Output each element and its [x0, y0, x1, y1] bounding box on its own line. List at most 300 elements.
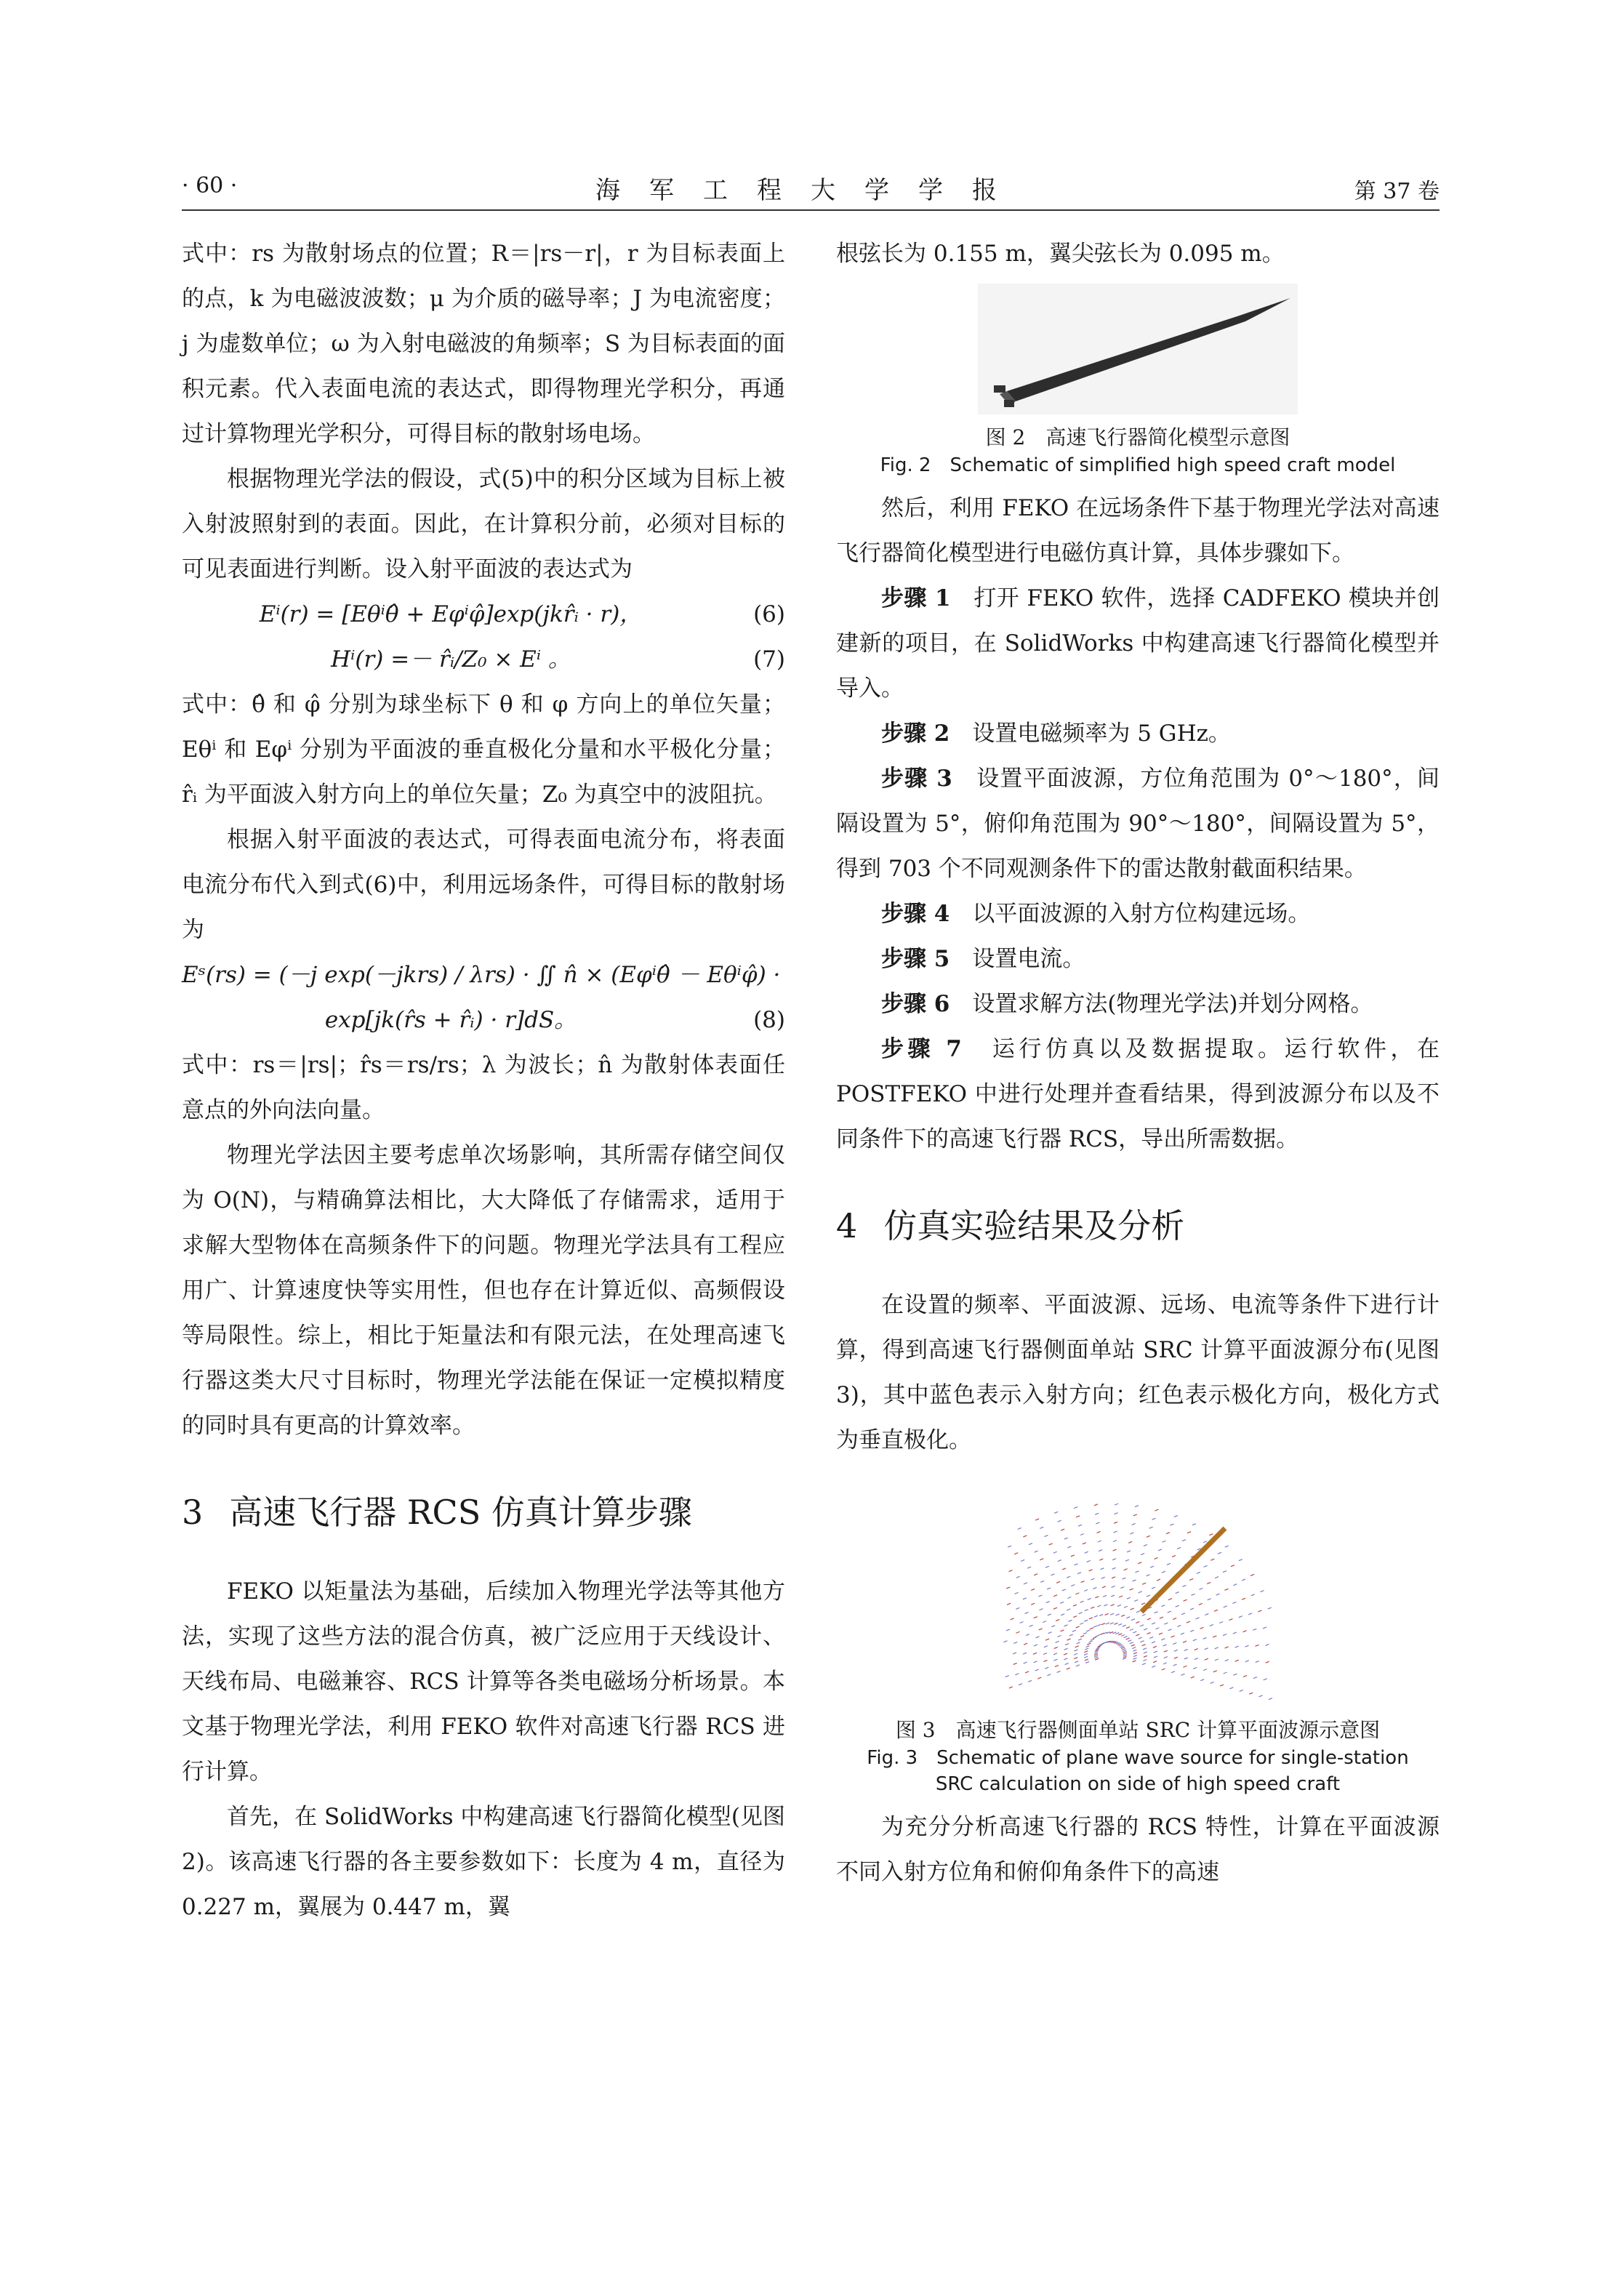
- wave-mark: [1018, 1528, 1021, 1529]
- equation-body: Eⁱ(r) = [Eθⁱθ̂ + Eφⁱφ̂]exp(jkr̂ᵢ · r)，: [259, 601, 643, 627]
- wave-mark: [1128, 1541, 1132, 1543]
- wave-mark: [1187, 1532, 1191, 1533]
- wave-mark: [1088, 1598, 1091, 1599]
- wave-mark: [1054, 1647, 1058, 1648]
- wave-mark: [1233, 1632, 1237, 1634]
- wave-mark: [1024, 1643, 1027, 1645]
- wave-mark: [1131, 1619, 1135, 1621]
- wave-mark: [1008, 1546, 1011, 1547]
- wave-mark: [1026, 1634, 1029, 1636]
- wave-mark: [1115, 1504, 1118, 1505]
- wave-mark: [1215, 1659, 1218, 1661]
- wave-mark: [1232, 1602, 1236, 1603]
- wave-mark: [1124, 1569, 1128, 1570]
- wave-mark: [1143, 1648, 1147, 1650]
- wave-mark: [1133, 1658, 1136, 1659]
- wave-mark: [1046, 1602, 1050, 1603]
- wave-mark: [1177, 1625, 1181, 1626]
- wave-mark: [1074, 1658, 1077, 1659]
- wave-mark: [1251, 1594, 1255, 1596]
- wave-mark: [1256, 1645, 1259, 1646]
- wave-mark: [1024, 1662, 1027, 1663]
- wave-mark: [1116, 1614, 1120, 1615]
- wave-mark: [1009, 1687, 1013, 1688]
- wave-mark: [1084, 1651, 1088, 1653]
- wave-mark: [1045, 1566, 1049, 1568]
- wave-mark: [1049, 1544, 1053, 1545]
- wave-mark: [1101, 1623, 1105, 1625]
- step-text: 设置电磁频率为 5 GHz。: [949, 720, 1231, 747]
- wave-mark: [1094, 1504, 1098, 1506]
- wave-mark: [1040, 1581, 1044, 1582]
- wave-mark: [1128, 1640, 1131, 1642]
- wave-mark: [1136, 1611, 1140, 1613]
- wave-mark: [1078, 1639, 1082, 1640]
- wave-mark: [1097, 1605, 1101, 1607]
- wave-mark: [1164, 1650, 1168, 1652]
- wave-mark: [1095, 1658, 1099, 1660]
- wave-mark: [1191, 1677, 1195, 1678]
- wave-mark: [1072, 1630, 1076, 1631]
- wave-mark: [1126, 1638, 1130, 1639]
- paragraph: FEKO 以矩量法为基础，后续加入物理光学法等其他方法，实现了这些方法的混合仿真，被广泛应用于天线设计、天线布局、电磁兼容、RCS 计算等各类电磁场分析场景。本文基于物理光学法，利用 FEKO 软件对高速飞行器 RCS 进行计算。: [182, 1578, 785, 1785]
- wave-mark: [1098, 1541, 1101, 1542]
- equation-number: (6): [753, 601, 785, 627]
- wave-mark: [1071, 1585, 1075, 1586]
- wave-mark: [1171, 1671, 1175, 1673]
- wave-mark: [1016, 1631, 1019, 1633]
- wave-mark: [1235, 1660, 1239, 1661]
- paragraph: 式中：θ̂ 和 φ̂ 分别为球坐标下 θ 和 φ 方向上的单位矢量；Eθⁱ 和 Eφⁱ 分别为平面波的垂直极化分量和水平极化分量；r̂ᵢ 为平面波入射方向上的单位矢量；Z₀ 为真空中的波阻抗。: [182, 691, 785, 808]
- paragraph: 式中：rs＝|rs|；r̂s＝rs/rs；λ 为波长；n̂ 为散射体表面任意点的外向法向量。: [182, 1052, 785, 1123]
- wave-mark: [1214, 1610, 1218, 1611]
- wave-mark: [1207, 1582, 1211, 1583]
- wave-mark: [1133, 1514, 1137, 1516]
- wave-mark: [1051, 1574, 1054, 1576]
- wave-mark: [1020, 1621, 1024, 1623]
- wave-mark: [1163, 1663, 1167, 1664]
- equation-6: [182, 592, 785, 637]
- wave-mark: [1173, 1618, 1176, 1619]
- wave-mark: [1135, 1571, 1139, 1573]
- wave-mark: [1259, 1695, 1263, 1697]
- wave-mark: [1121, 1615, 1125, 1616]
- wave-mark: [1191, 1594, 1195, 1595]
- wave-mark: [1019, 1684, 1022, 1685]
- step-item: [836, 891, 1440, 936]
- wave-mark: [1023, 1653, 1027, 1654]
- wave-mark: [1224, 1606, 1227, 1607]
- step-text: 设置求解方法(物理光学法)并划分网格。: [949, 991, 1373, 1017]
- wave-mark: [1133, 1580, 1136, 1581]
- wave-mark: [1096, 1522, 1099, 1524]
- equation-number: (7): [753, 646, 785, 673]
- wave-mark: [1245, 1645, 1249, 1647]
- wave-mark: [1141, 1641, 1144, 1642]
- wave-mark: [1208, 1599, 1211, 1600]
- wave-mark: [1256, 1661, 1259, 1663]
- wave-mark: [1031, 1589, 1035, 1590]
- wave-mark: [1144, 1544, 1147, 1546]
- wave-mark: [1084, 1589, 1088, 1591]
- wave-mark: [1225, 1647, 1229, 1648]
- equation-8: [182, 952, 785, 1043]
- wave-mark: [1089, 1570, 1093, 1571]
- wave-mark: [1091, 1607, 1094, 1608]
- wave-mark: [1174, 1657, 1178, 1658]
- wave-mark: [1147, 1595, 1150, 1597]
- journal-title: 海军工程大学学报: [595, 176, 1026, 205]
- wave-mark: [1075, 1646, 1079, 1647]
- wave-mark: [1083, 1543, 1086, 1544]
- wave-mark: [1112, 1577, 1115, 1578]
- wave-mark: [1265, 1644, 1269, 1645]
- step-label: 步骤 3: [881, 766, 952, 792]
- paragraph: 为充分分析高速飞行器的 RCS 特性，计算在平面波源不同入射方位角和俯仰角条件下的高速: [836, 1814, 1440, 1885]
- wave-mark: [1130, 1642, 1133, 1644]
- wave-mark: [1141, 1603, 1145, 1605]
- wave-mark: [1035, 1519, 1039, 1520]
- wave-mark: [1218, 1552, 1221, 1554]
- wave-mark: [1181, 1613, 1185, 1615]
- paragraph: 然后，利用 FEKO 在远场条件下基于物理光学法对高速飞行器简化模型进行电磁仿真计算，具体步骤如下。: [836, 495, 1440, 566]
- wave-mark: [1187, 1621, 1190, 1623]
- wave-mark: [1015, 1674, 1019, 1675]
- wave-mark: [1233, 1674, 1237, 1675]
- section-number: 3: [182, 1493, 204, 1532]
- wave-mark: [1223, 1571, 1226, 1573]
- wave-mark: [1114, 1531, 1117, 1533]
- wave-mark: [1110, 1613, 1114, 1615]
- wave-mark: [1053, 1595, 1057, 1597]
- wave-mark: [1248, 1613, 1252, 1615]
- wave-mark: [1069, 1634, 1073, 1636]
- left-column: [182, 231, 785, 1930]
- wave-mark: [1235, 1646, 1239, 1647]
- wave-mark: [1031, 1603, 1035, 1605]
- wave-mark: [1093, 1626, 1097, 1627]
- step-label: 步骤 5: [881, 946, 950, 972]
- equation-body: Eˢ(rs) = (－j exp(－jkrs) / λrs) · ∬ n̂ × (Eφⁱθ̂ － Eθⁱφ̂) ·: [182, 962, 781, 988]
- wave-mark: [1080, 1601, 1084, 1602]
- wave-mark: [1062, 1589, 1066, 1591]
- wave-mark: [1035, 1669, 1039, 1671]
- step-label: 步骤 7: [881, 1036, 962, 1062]
- wave-mark: [1123, 1650, 1126, 1651]
- wave-mark: [1167, 1563, 1171, 1565]
- wave-mark: [1130, 1589, 1133, 1590]
- wave-mark: [1124, 1606, 1128, 1607]
- wave-mark: [1171, 1636, 1175, 1637]
- equation-body: Hⁱ(r) =－ r̂ᵢ/Z₀ × Eⁱ 。: [331, 646, 571, 673]
- wave-mark: [1242, 1579, 1245, 1581]
- wave-mark: [1104, 1605, 1107, 1606]
- wave-mark: [1163, 1645, 1167, 1646]
- wave-mark: [1053, 1659, 1057, 1661]
- wave-mark: [1034, 1617, 1037, 1618]
- wave-mark: [1152, 1587, 1155, 1589]
- wave-mark: [1239, 1560, 1242, 1561]
- wave-mark: [1043, 1660, 1047, 1661]
- wave-mark: [1120, 1646, 1124, 1647]
- wave-mark: [1195, 1658, 1198, 1660]
- wave-mark: [1136, 1634, 1139, 1636]
- wave-mark: [1057, 1671, 1061, 1672]
- wave-mark: [1120, 1587, 1124, 1589]
- wave-mark: [1099, 1559, 1103, 1560]
- wave-mark: [1139, 1591, 1142, 1593]
- wave-mark: [1200, 1627, 1204, 1629]
- equation-7: [182, 637, 785, 682]
- wave-mark: [1121, 1634, 1125, 1636]
- wave-mark: [1240, 1690, 1243, 1691]
- wave-mark: [1045, 1667, 1048, 1669]
- wave-mark: [1215, 1647, 1218, 1649]
- wave-mark: [1123, 1653, 1127, 1655]
- wave-mark: [1266, 1661, 1269, 1663]
- wave-mark: [1047, 1674, 1051, 1676]
- wave-mark: [1058, 1635, 1061, 1637]
- wave-mark: [1211, 1559, 1214, 1560]
- wave-mark: [1164, 1657, 1168, 1658]
- wave-mark: [1103, 1595, 1107, 1597]
- section-title: 高速飞行器 RCS 仿真计算步骤: [229, 1493, 692, 1532]
- figure-3: [836, 1470, 1440, 1797]
- wave-mark: [1067, 1668, 1070, 1669]
- wave-mark: [1025, 1612, 1029, 1613]
- wave-mark: [1154, 1651, 1157, 1653]
- wave-mark: [1168, 1599, 1172, 1600]
- wave-mark: [1219, 1622, 1223, 1623]
- wave-mark: [1168, 1611, 1171, 1613]
- wave-mark: [1034, 1645, 1037, 1646]
- wave-mark: [1112, 1559, 1116, 1560]
- wave-mark: [1161, 1605, 1165, 1607]
- wave-mark: [1039, 1629, 1043, 1630]
- wave-mark: [1245, 1661, 1249, 1662]
- wave-mark: [1143, 1660, 1147, 1661]
- wave-mark: [1258, 1610, 1261, 1612]
- wave-mark: [1142, 1614, 1146, 1615]
- wave-mark: [1133, 1653, 1137, 1654]
- wave-mark: [1131, 1608, 1134, 1610]
- wave-mark: [1013, 1642, 1017, 1643]
- wave-mark: [1040, 1609, 1043, 1610]
- wave-mark: [1162, 1571, 1165, 1573]
- wave-mark: [1204, 1565, 1208, 1567]
- wave-mark: [1154, 1656, 1157, 1658]
- wave-mark: [1131, 1645, 1135, 1646]
- wave-mark: [1264, 1679, 1267, 1680]
- wave-mark: [1071, 1555, 1075, 1557]
- wave-mark: [1013, 1653, 1016, 1654]
- step-item: [836, 576, 1440, 711]
- paragraph: 在设置的频率、平面波源、远场、电流等条件下进行计算，得到高速飞行器侧面单站 SRC 计算平面波源分布(见图 3)，其中蓝色表示入射方向；红色表示极化方向，极化方式为垂直极化。: [836, 1292, 1440, 1453]
- wave-mark: [1040, 1527, 1043, 1528]
- wave-mark: [1056, 1581, 1060, 1583]
- wave-mark: [1033, 1653, 1037, 1654]
- wave-mark: [1155, 1612, 1158, 1613]
- step-label: 步骤 4: [881, 901, 950, 927]
- wave-mark: [1037, 1677, 1041, 1679]
- wave-mark: [1036, 1637, 1040, 1638]
- wave-mark: [1133, 1661, 1136, 1662]
- wave-mark: [1183, 1641, 1187, 1642]
- wave-mark: [1155, 1557, 1158, 1559]
- wave-mark: [1157, 1579, 1160, 1581]
- wave-mark: [1095, 1649, 1099, 1650]
- wave-mark: [1025, 1671, 1029, 1673]
- wave-mark: [1205, 1658, 1208, 1660]
- wave-mark: [1158, 1549, 1162, 1551]
- wave-mark: [1182, 1585, 1186, 1586]
- wave-mark: [1035, 1551, 1038, 1552]
- wave-mark: [1053, 1607, 1057, 1609]
- wave-mark: [1065, 1663, 1069, 1665]
- wave-mark: [1119, 1645, 1123, 1646]
- wave-mark: [1118, 1623, 1122, 1625]
- wave-mark: [1099, 1614, 1103, 1615]
- wave-mark: [1023, 1536, 1027, 1537]
- wave-mark: [1061, 1614, 1064, 1615]
- wave-mark: [1182, 1540, 1186, 1541]
- wave-mark: [1067, 1576, 1070, 1578]
- wave-mark: [1174, 1650, 1178, 1651]
- wave-mark: [1193, 1639, 1197, 1641]
- wave-mark: [1058, 1560, 1061, 1562]
- wave-mark: [1260, 1591, 1264, 1592]
- wave-mark: [1127, 1597, 1131, 1599]
- wave-mark: [1016, 1576, 1020, 1578]
- wave-mark: [1006, 1587, 1010, 1589]
- wave-mark: [1123, 1652, 1127, 1653]
- wave-mark: [1043, 1621, 1046, 1623]
- wave-mark: [1161, 1639, 1165, 1640]
- wave-mark: [1085, 1610, 1088, 1611]
- equation-body: exp[jk(r̂s + r̂ᵢ) · r]dS。: [324, 1007, 577, 1033]
- wave-mark: [1074, 1650, 1077, 1651]
- wave-mark: [1113, 1540, 1117, 1541]
- wave-mark: [1051, 1626, 1055, 1627]
- section-number: 4: [836, 1206, 858, 1245]
- wave-mark: [1122, 1578, 1125, 1579]
- paragraph: 根弦长为 0.155 m，翼尖弦长为 0.095 m。: [836, 241, 1285, 267]
- wave-mark: [1015, 1592, 1019, 1594]
- craft-model-image: [978, 284, 1298, 414]
- wave-mark: [1078, 1525, 1082, 1526]
- wave-mark: [1084, 1656, 1088, 1658]
- wave-mark: [1144, 1655, 1147, 1657]
- wave-mark: [1064, 1538, 1068, 1539]
- wave-mark: [1121, 1647, 1125, 1648]
- wave-mark: [1024, 1583, 1027, 1584]
- wave-mark: [1101, 1577, 1105, 1578]
- paragraph: 根据入射平面波的表达式，可得表面电流分布，将表面电流分布代入到式(6)中，利用远场条件，可得目标的散射场为: [182, 827, 785, 943]
- wave-mark: [1065, 1644, 1069, 1645]
- wave-mark: [1090, 1628, 1093, 1629]
- wave-mark: [1079, 1613, 1083, 1614]
- wave-mark: [1028, 1680, 1032, 1682]
- wave-mark: [1043, 1653, 1047, 1655]
- wave-mark: [1126, 1627, 1130, 1629]
- wave-mark: [1166, 1533, 1170, 1534]
- wave-mark: [1087, 1560, 1091, 1562]
- wave-mark: [1134, 1599, 1138, 1601]
- wave-mark: [1094, 1654, 1098, 1655]
- wave-mark: [1087, 1643, 1091, 1645]
- wave-mark: [1095, 1513, 1099, 1514]
- wave-mark: [1009, 1570, 1013, 1572]
- wave-mark: [1075, 1661, 1078, 1663]
- wave-mark: [1174, 1515, 1178, 1517]
- wave-mark: [1080, 1533, 1084, 1535]
- wave-mark: [1074, 1653, 1077, 1655]
- wave-mark: [1224, 1589, 1228, 1590]
- wave-mark: [1034, 1574, 1037, 1576]
- wave-mark: [1164, 1623, 1168, 1624]
- wave-mark: [1111, 1595, 1115, 1597]
- step-list: [836, 576, 1440, 1162]
- wave-mark: [1021, 1560, 1024, 1561]
- wave-mark: [1058, 1520, 1061, 1522]
- right-column: [836, 231, 1440, 1895]
- wave-mark: [1152, 1518, 1156, 1520]
- wave-mark: [1162, 1669, 1165, 1670]
- wave-mark: [1064, 1658, 1067, 1660]
- wave-mark: [1040, 1559, 1043, 1560]
- wave-mark: [1045, 1639, 1049, 1640]
- wave-mark: [1126, 1617, 1130, 1618]
- wave-mark: [1044, 1646, 1048, 1647]
- wave-mark: [1115, 1513, 1118, 1514]
- wave-mark: [1097, 1531, 1101, 1533]
- wave-mark: [1091, 1578, 1094, 1580]
- figure-caption-cn: 图 3 高速飞行器侧面单站 SRC 计算平面波源示意图: [895, 1718, 1381, 1742]
- wave-mark: [1220, 1685, 1224, 1686]
- wave-mark: [1085, 1648, 1088, 1650]
- wave-mark: [1093, 1587, 1096, 1589]
- wave-mark: [1172, 1555, 1176, 1557]
- wave-mark: [1005, 1676, 1009, 1677]
- wave-mark: [1085, 1552, 1088, 1553]
- wave-mark: [1170, 1524, 1173, 1525]
- step-item: [836, 711, 1440, 756]
- wave-mark: [1086, 1630, 1090, 1631]
- wave-mark: [1081, 1581, 1085, 1583]
- wave-mark: [1181, 1633, 1184, 1634]
- wave-mark: [1190, 1630, 1194, 1631]
- wave-mark: [1250, 1574, 1254, 1576]
- wave-mark: [1073, 1605, 1077, 1606]
- wave-mark: [1111, 1605, 1115, 1606]
- wave-mark: [1155, 1628, 1159, 1629]
- wave-mark: [1132, 1647, 1136, 1649]
- wave-mark: [1055, 1665, 1059, 1666]
- wave-mark: [1197, 1572, 1200, 1573]
- paragraph: 首先，在 SolidWorks 中构建高速飞行器简化模型(见图 2)。该高速飞行器的各主要参数如下：长度为 4 m，直径为 0.227 m，翼展为 0.447 m，翼: [182, 1804, 785, 1920]
- wave-mark: [1203, 1637, 1207, 1639]
- wave-mark: [1196, 1618, 1200, 1619]
- step-text: 以平面波源的入射方位构建远场。: [949, 901, 1311, 927]
- wave-mark: [1123, 1625, 1126, 1626]
- wave-mark: [1224, 1672, 1227, 1674]
- wave-mark: [1130, 1629, 1133, 1630]
- wave-mark: [1249, 1693, 1253, 1694]
- wave-mark: [1054, 1512, 1058, 1513]
- wave-mark: [1243, 1631, 1247, 1632]
- wave-mark: [1085, 1659, 1088, 1661]
- wave-mark: [1016, 1607, 1019, 1609]
